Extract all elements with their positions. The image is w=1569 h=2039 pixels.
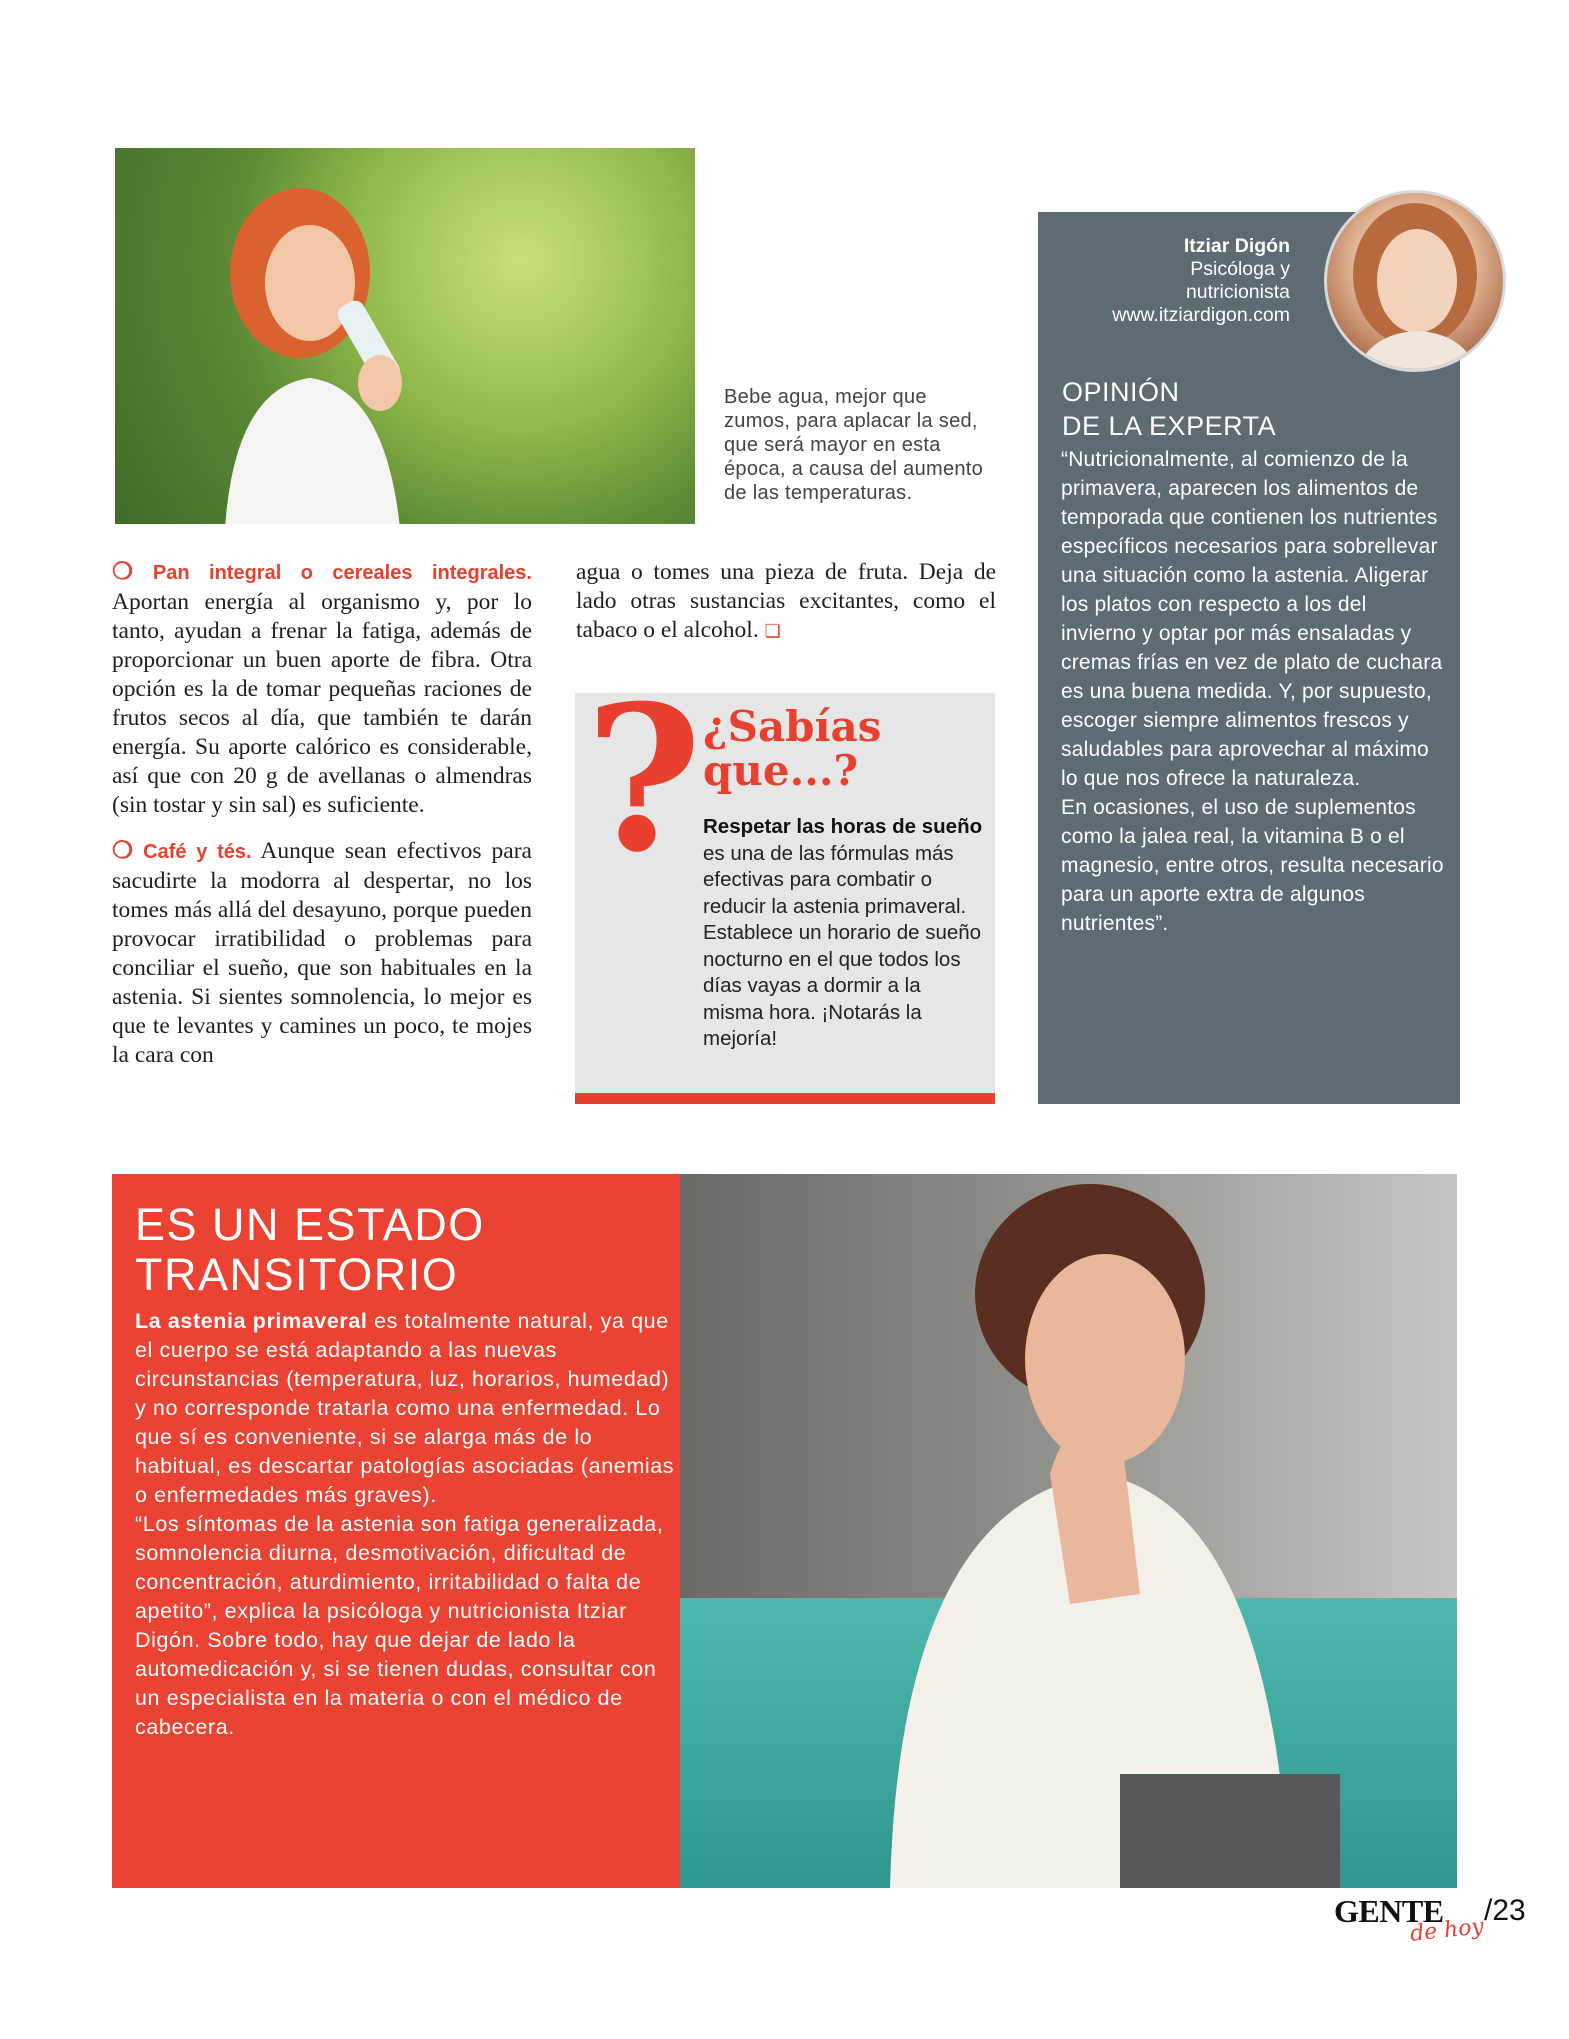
woman-drinking-illustration [185,178,435,524]
article-column-2 [576,558,996,646]
expert-website: www.itziardigon.com [1112,304,1290,326]
paragraph-cafe-tes: Aunque sean efectivos para sacudirte la modorra al despertar, no los tomes más allá del desayuno, porque pueden provocar irratibilidad o problemas para conciliar el sueño, que son habituales en la astenia. Si sientes somnolencia, lo mejor es que te levantes y camines un poco, te mojes la cara con [112,838,532,1068]
expert-name: Itziar Digón [1183,235,1290,257]
expert-quote-p2: En ocasiones, el uso de suplementos como la jalea real, la vitamina B o el magnesio, entre otros, resulta necesario para un aporte extra de algunos nutrientes”. [1061,796,1444,935]
expert-quote [1061,445,1446,938]
transitorio-bold: La astenia primaveral [135,1309,368,1333]
article-column-1 [112,558,532,1070]
transitorio-p2: “Los síntomas de la astenia son fatiga generalizada, somnolencia diurna, desmotivación, dificultad de concentración, aturdimiento, irritabilidad o falta de apetito”, explica la psicóloga y nutricionista Itziar Digón. Sobre todo, hay que dejar de lado la automedicación y, si se tienen dudas, consultar con un especialista en la materia o con el médico de cabecera. [135,1512,664,1739]
expert-credit [1060,235,1290,327]
sabias-que-text [703,814,983,1053]
expert-portrait-illustration [1327,193,1503,369]
paragraph-continuation: agua o tomes una pieza de fruta. Deja de lado otras sustancias excitantes, como el tabaco o el alcohol. [576,559,996,643]
expert-avatar [1324,190,1506,372]
transitorio-text [135,1307,680,1742]
sabias-que-title: ¿Sabías que...? [703,702,882,795]
expert-section-title [1062,375,1276,443]
expert-title-line-2: DE LA EXPERTA [1062,411,1277,441]
magazine-logo-subtitle: de hoy [1408,1914,1486,1947]
page-number: /23 [1484,1894,1526,1927]
photo-woman-drinking-water [115,148,695,524]
photo-caption: Bebe agua, mejor que zumos, para aplacar la sed, que será mayor en esta época, a causa del aumento de las temperaturas. [724,386,984,504]
question-mark-icon: ? [585,662,703,897]
end-mark-icon: ❏ [764,621,781,642]
expert-role-1: Psicóloga y [1190,258,1290,280]
lead-cafe-tes: Café y tés. [143,841,252,863]
transitorio-title-line-1: ES UN ESTADO [135,1199,485,1250]
photo-pensive-woman [680,1174,1457,1888]
lead-pan-integral: Pan integral o cereales integrales. [152,562,532,584]
transitorio-p1: es totalmente natural, ya que el cuerpo se está adaptando a las nuevas circunstancias (temperatura, luz, horarios, humedad) y no corresponde tratarla como una enfermedad. Lo que sí es conveniente, si se alarga más de lo habitual, es descartar patologías asociadas (anemias o enfermedades más graves). [135,1309,675,1507]
expert-title-line-1: OPINIÓN [1062,377,1180,407]
transitorio-title [135,1200,675,1300]
transitorio-title-line-2: TRANSITORIO [135,1249,459,1300]
pensive-woman-illustration [820,1174,1340,1888]
expert-quote-p1: “Nutricionalmente, al comienzo de la primavera, aparecen los alimentos de temporada que contienen los nutrientes específicos necesarios para sobrellevar una situación como la astenia. Aligerar los platos con respecto a los del invierno y optar por más ensaladas y cremas frías en vez de plato de cuchara es una buena medida. Y, por supuesto, escoger siempre alimentos frescos y saludables para aprovechar al máximo lo que nos ofrece la naturaleza. [1061,448,1443,790]
magazine-logo: GENTE [1334,1893,1444,1929]
paragraph-pan-integral: Aportan energía al organismo y, por lo tanto, ayudan a frenar la fatiga, además de proporcionar un buen aporte de fibra. Otra opción es la de tomar pequeñas raciones de frutos secos al día, que también te darán energía. Su aporte calórico es considerable, así que con 20 g de avellanas o almendras (sin tostar y sin sal) es suficiente. [112,589,532,818]
bullet-circle-icon: ❍ [112,559,153,585]
bullet-circle-icon: ❍ [112,838,144,864]
sabias-que-bold: Respetar las horas de sueño [703,815,983,838]
expert-role-2: nutricionista [1185,281,1290,303]
sabias-que-body: es una de las fórmulas más efectivas para combatir o reducir la astenia primaveral. Establece un horario de sueño nocturno en el que todos los días vayas a dormir a la misma hora. ¡Notarás la mejoría! [703,841,982,1050]
sabias-que-bar [575,1093,995,1104]
